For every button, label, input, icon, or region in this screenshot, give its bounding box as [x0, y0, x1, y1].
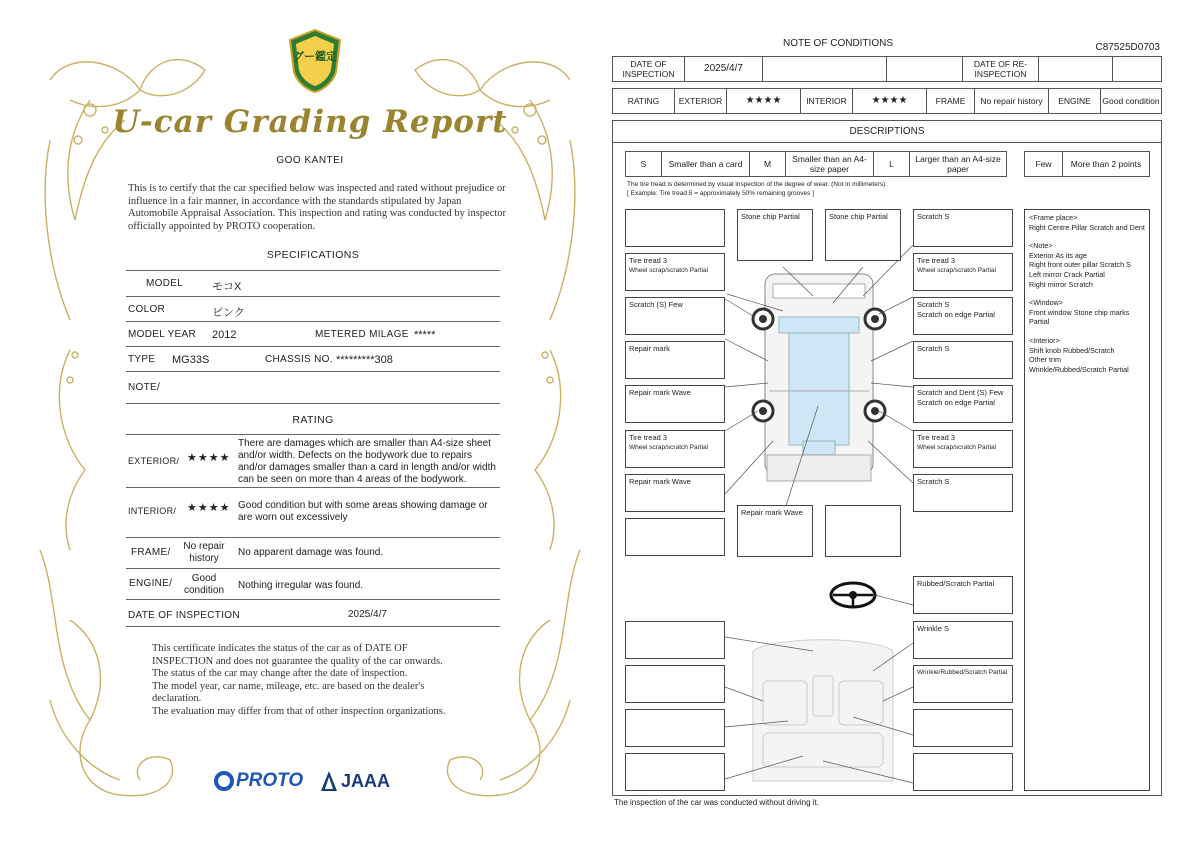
condition-box [625, 753, 725, 791]
condition-box [913, 709, 1013, 747]
legend-s-text: Smaller than a card [662, 152, 750, 176]
legend-s: S [626, 152, 662, 176]
proto-logo [214, 770, 303, 792]
condition-box [625, 430, 725, 468]
date-inspection-label: DATE OF INSPECTION [613, 57, 685, 81]
divider [126, 270, 500, 271]
jaaa-wordmark: JAAA [341, 770, 391, 791]
exterior-label: EXTERIOR/ [128, 456, 180, 466]
blank-cell [763, 57, 887, 81]
notes-panel [1024, 209, 1150, 791]
chassis-label: CHASSIS NO. [265, 354, 333, 365]
disclaimer-line: The model year, car name, mileage, etc. are based on the dealer's [152, 680, 425, 692]
condition-text: Repair mark [629, 344, 670, 353]
frame-label: FRAME [927, 89, 975, 113]
blank-cell [1113, 57, 1161, 81]
legend-m: M [750, 152, 786, 176]
condition-box [625, 709, 725, 747]
date-reinspection-value [1039, 57, 1113, 81]
condition-box [737, 505, 813, 557]
condition-box [913, 474, 1013, 512]
condition-text: Rubbed/Scratch Partial [917, 579, 995, 588]
legend-m-text: Smaller than an A4-size paper [786, 152, 874, 176]
notes-line: <Note> [1029, 241, 1053, 251]
divider [126, 568, 500, 569]
jaaa-logo [320, 770, 390, 792]
notes-line: Right Centre Pillar Scratch and Dent [1029, 222, 1145, 232]
engine-value: Good condition [1102, 96, 1160, 106]
divider [126, 599, 500, 600]
note-label: NOTE/ [128, 382, 161, 393]
condition-subtext: Wheel scrap/scratch Partial [917, 444, 997, 451]
notes-line: <Frame place> [1029, 213, 1078, 222]
condition-box [625, 385, 725, 423]
jaaa-mark-icon [320, 770, 338, 792]
model-value: モコX [212, 281, 242, 293]
proto-wordmark: PROTO [236, 770, 304, 791]
frame-value: No repair history [183, 541, 225, 564]
rating-header: RATING [292, 414, 334, 426]
logo-text: グー鑑定 [293, 51, 337, 63]
date-inspection-value: 2025/4/7 [685, 57, 763, 81]
legend-l-text: Larger than an A4-size paper [915, 154, 1001, 174]
proto-mark-icon [214, 771, 234, 791]
engine-description: Nothing irregular was found. [238, 580, 364, 591]
color-value: ピンク [212, 307, 245, 319]
condition-subtext: Wheel scrap/scratch Partial [629, 267, 709, 274]
engine-label: ENGINE/ [129, 578, 173, 589]
interior-stars: ★★★★ [187, 502, 231, 514]
condition-text: Tire tread 3 [629, 256, 668, 265]
report-title: U-car Grading Report [112, 104, 508, 140]
condition-text: Stone chip Partial [829, 212, 888, 221]
condition-box [913, 753, 1013, 791]
condition-text: Scratch on edge Partial [917, 310, 995, 319]
frame-label: FRAME/ [131, 547, 171, 558]
legend-l: L [874, 152, 910, 176]
model-year-value: 2012 [212, 329, 237, 341]
notes-line: Shift knob Rubbed/Scratch [1029, 345, 1115, 355]
notes-line [1029, 289, 1145, 298]
tire-example: [ Example: Tire tread 5 = approximately 50% remaining grooves ] [627, 190, 814, 197]
condition-box [625, 518, 725, 556]
condition-text: Tire tread 3 [629, 433, 668, 442]
condition-box [913, 430, 1013, 468]
divider [126, 434, 500, 435]
condition-subtext: Wheel scrap/scratch Partial [629, 444, 709, 451]
tire-note: The tire tread is determined by visual inspection of the degree of wear. (Not in millimeters). [627, 181, 888, 188]
notes-line: <Interior> [1029, 335, 1060, 345]
engine-label: ENGINE [1049, 89, 1101, 113]
interior-label: INTERIOR [801, 89, 853, 113]
disclaimer-line: The status of the car may change after the date of inspection. [152, 668, 408, 679]
engine-value: Good condition [183, 573, 225, 596]
condition-box [913, 253, 1013, 291]
condition-box [913, 385, 1013, 423]
condition-box [625, 253, 725, 291]
type-value: MG33S [172, 354, 210, 366]
condition-subtext: Wrinkle/Rubbed/Scratch Partial [917, 669, 1008, 676]
condition-text: Wrinkle S [917, 624, 949, 633]
condition-text: Scratch S [917, 344, 950, 353]
exterior-description: There are damages which are smaller than A4-size sheet and/or width. Defects on the bodywork due to repairs and/or damages smaller than a card in length and/or width can be seen on more than 4 areas of the bodywork. [238, 438, 496, 485]
notes-line: Left mirror Crack Partial [1029, 269, 1105, 279]
condition-subtext: Wheel scrap/scratch Partial [917, 267, 997, 274]
model-year-label: MODEL YEAR [128, 329, 197, 340]
condition-text: Scratch S [917, 477, 950, 486]
interior-description: Good condition but with some areas showing damage or are worn out excessively [238, 500, 488, 523]
condition-box [625, 341, 725, 379]
condition-text: Tire tread 3 [917, 433, 956, 442]
divider [126, 321, 500, 322]
condition-text: Scratch S [917, 300, 950, 309]
note-of-conditions [610, 30, 1170, 820]
divider [126, 626, 500, 627]
interior-label: INTERIOR/ [128, 506, 177, 516]
divider [126, 487, 500, 488]
condition-text: Scratch on edge Partial [917, 398, 995, 407]
mileage-value: ***** [414, 329, 436, 341]
report-title: NOTE OF CONDITIONS [783, 38, 893, 49]
notes-line: Right mirror Scratch [1029, 279, 1093, 289]
date-row [612, 56, 1162, 82]
divider [126, 537, 500, 538]
certification-statement: This is to certify that the car specified below was inspected and rated without prejudice or influence in a fair manner, in accordance with the standards stipulated by Japan Automobile Appraisal Association. This inspection and rating was conducted by inspector officially appointed by PROTO cooperation. [128, 183, 507, 232]
condition-text: Repair mark Wave [741, 508, 803, 517]
condition-box [913, 341, 1013, 379]
legend-few-text: More than 2 points [1070, 159, 1142, 169]
frame-value: No repair history [975, 89, 1049, 113]
condition-text: Repair mark Wave [629, 477, 691, 486]
notes-line: Wrinkle/Rubbed/Scratch Partial [1029, 364, 1129, 374]
legend-few: Few [1025, 152, 1063, 176]
descriptions-header: DESCRIPTIONS [613, 121, 1161, 143]
exterior-stars: ★★★★ [727, 89, 801, 113]
disclaimer-line: This certificate indicates the status of the car as of DATE OF [152, 643, 408, 654]
frame-description: No apparent damage was found. [238, 547, 384, 558]
condition-box [737, 209, 813, 261]
condition-box [913, 297, 1013, 335]
certificate-disclaimer [152, 643, 482, 718]
condition-text: Tire tread 3 [917, 256, 956, 265]
condition-text: Scratch and Dent (S) Few [917, 388, 1004, 397]
condition-text: Scratch S [917, 212, 950, 221]
notes-line: <Window> [1029, 298, 1063, 308]
rating-label: RATING [613, 89, 675, 113]
divider [126, 403, 500, 404]
divider [126, 346, 500, 347]
report-subtitle: GOO KANTEI [276, 155, 344, 166]
condition-box [625, 474, 725, 512]
notes-line: Right front outer pillar Scratch S [1029, 260, 1131, 270]
condition-box [913, 576, 1013, 614]
rating-row [612, 88, 1162, 114]
grading-certificate [30, 20, 590, 830]
condition-box [625, 209, 725, 247]
date-reinspection-label: DATE OF RE-INSPECTION [963, 57, 1039, 81]
report-code: C87525D0703 [1095, 42, 1160, 53]
disclaimer-line: INSPECTION and does not guarantee the quality of the car onwards. [152, 655, 443, 667]
notes-line: Other trim [1029, 355, 1061, 365]
divider [126, 371, 500, 372]
descriptions-panel [612, 120, 1162, 796]
condition-text: Scratch (S) Few [629, 300, 683, 309]
condition-box [625, 665, 725, 703]
blank-cell [887, 57, 963, 81]
condition-box [913, 665, 1013, 703]
disclaimer-line: The evaluation may differ from that of other inspection organizations. [152, 705, 446, 717]
steering-wheel-icon [831, 583, 875, 607]
date-label: DATE OF INSPECTION [128, 610, 240, 621]
condition-box [913, 209, 1013, 247]
notes-line: Exterior As its age [1029, 250, 1087, 260]
condition-box [913, 621, 1013, 659]
condition-box [625, 297, 725, 335]
condition-text: Repair mark Wave [629, 388, 691, 397]
interior-stars: ★★★★ [853, 89, 927, 113]
type-label: TYPE [128, 354, 156, 365]
condition-box [625, 621, 725, 659]
disclaimer-line: declaration. [152, 693, 202, 704]
notes-line [1029, 327, 1145, 336]
divider [126, 296, 500, 297]
goo-kantei-logo [286, 28, 344, 94]
car-interior-view [753, 640, 893, 781]
date-value: 2025/4/7 [348, 609, 387, 620]
exterior-label: EXTERIOR [675, 89, 727, 113]
mileage-label: METERED MILAGE [315, 329, 409, 340]
model-label: MODEL [146, 278, 184, 289]
car-top-view [753, 274, 885, 481]
color-label: COLOR [128, 304, 166, 315]
condition-box [825, 209, 901, 261]
specifications-header: SPECIFICATIONS [266, 249, 360, 261]
condition-box [825, 505, 901, 557]
notes-line: Front window Stone chip marks Partial [1029, 307, 1130, 327]
chassis-value: *********308 [336, 354, 393, 366]
exterior-stars: ★★★★ [187, 452, 231, 464]
condition-text: Stone chip Partial [741, 212, 800, 221]
report-footer: The inspection of the car was conducted without driving it. [614, 798, 819, 807]
notes-line [1029, 232, 1145, 241]
